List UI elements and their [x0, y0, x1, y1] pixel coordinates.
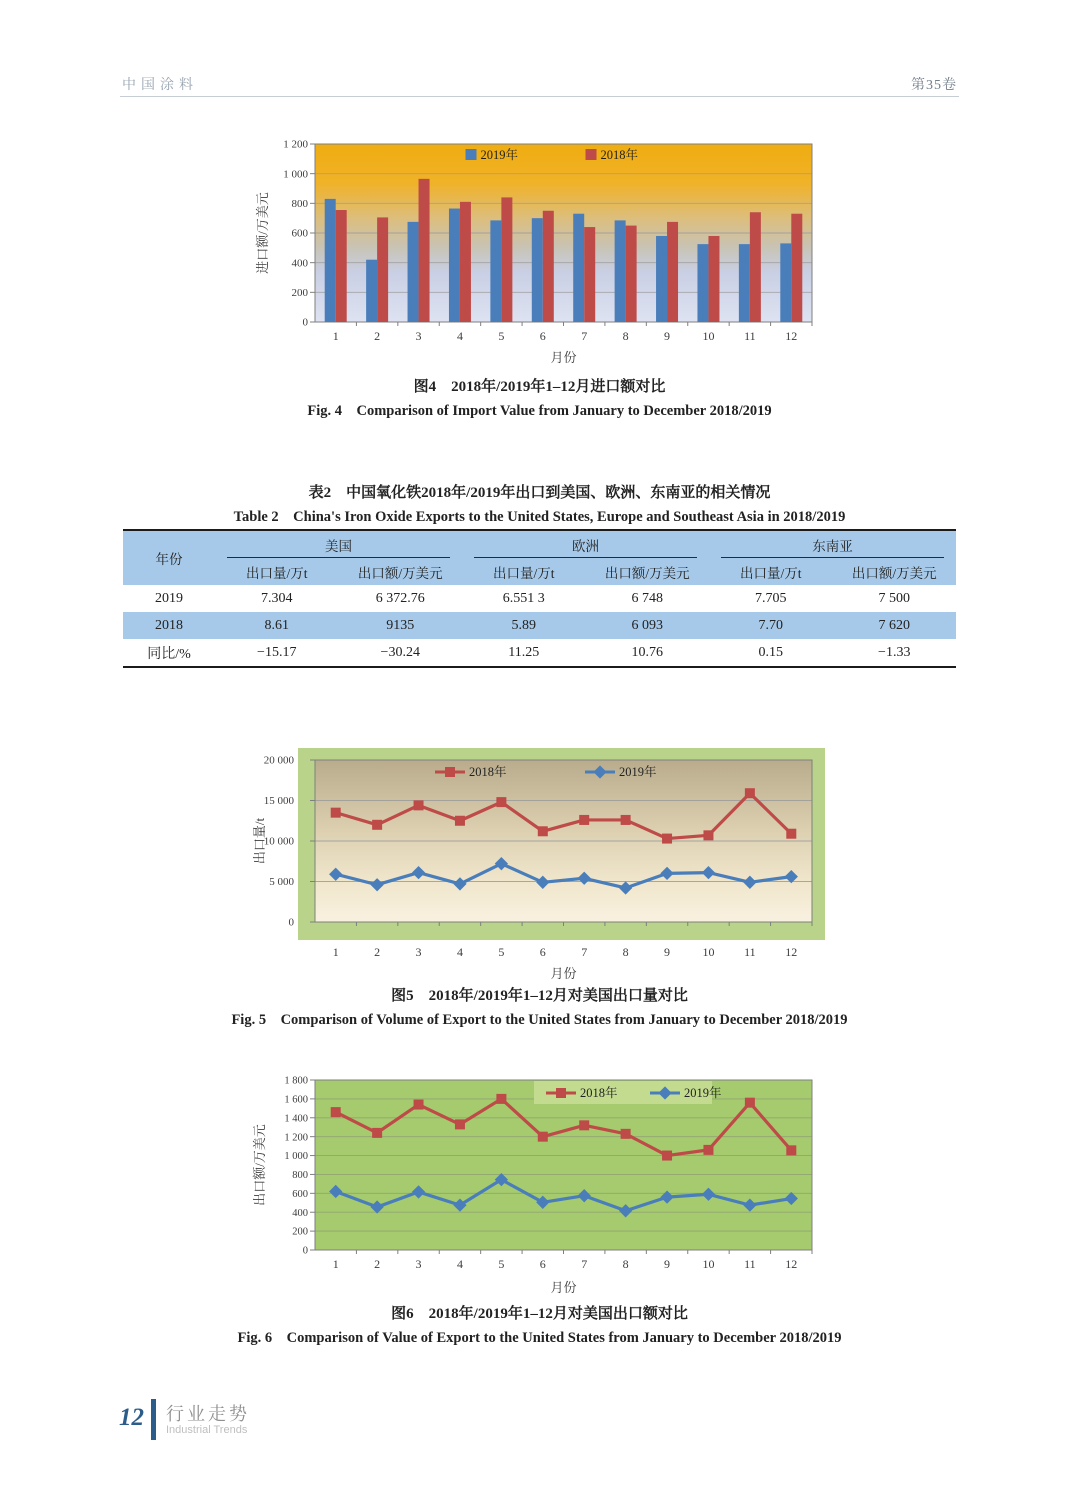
svg-text:9: 9 [664, 329, 671, 343]
svg-text:5: 5 [498, 329, 505, 343]
svg-text:10: 10 [702, 1257, 715, 1271]
svg-text:5: 5 [498, 1257, 505, 1271]
table2-cell: 6.551 3 [502, 590, 545, 606]
svg-text:2018年: 2018年 [469, 765, 507, 779]
svg-text:4: 4 [456, 329, 463, 343]
svg-text:6: 6 [539, 945, 546, 959]
table2-cell: 7.304 [261, 590, 293, 606]
svg-text:月份: 月份 [550, 350, 577, 365]
svg-text:2019年: 2019年 [480, 148, 519, 162]
table2 [123, 529, 956, 668]
svg-text:200: 200 [291, 286, 308, 299]
svg-text:月份: 月份 [550, 1280, 577, 1295]
svg-text:3: 3 [415, 329, 422, 343]
svg-text:6: 6 [539, 1257, 546, 1271]
table2-cell: −1.33 [878, 644, 911, 660]
svg-text:200: 200 [292, 1226, 308, 1238]
fig5-line-chart [250, 746, 825, 984]
svg-text:1: 1 [332, 945, 339, 959]
svg-text:2: 2 [374, 329, 381, 343]
svg-text:7: 7 [581, 329, 588, 343]
svg-text:2018年: 2018年 [580, 1086, 618, 1100]
svg-text:11: 11 [744, 945, 756, 959]
fig4-bar-chart [250, 128, 825, 372]
table2-group-header: 美国 [215, 531, 462, 558]
svg-text:10: 10 [702, 329, 715, 343]
table2-cell: 7.705 [755, 590, 787, 606]
svg-text:1 200: 1 200 [283, 138, 308, 151]
table2-cell: 7 620 [833, 612, 957, 639]
svg-text:11: 11 [744, 1257, 756, 1271]
header-rule [120, 96, 959, 97]
table2-cell: 8.61 [215, 612, 339, 639]
svg-text:10: 10 [702, 945, 715, 959]
table2-cell: −30.24 [380, 644, 420, 660]
table2-group-header: 东南亚 [709, 531, 956, 558]
svg-text:12: 12 [785, 1257, 798, 1271]
fig5-svg [250, 746, 825, 984]
svg-text:1 400: 1 400 [284, 1113, 308, 1125]
svg-text:出口量/t: 出口量/t [252, 817, 267, 865]
table2-cell: 9135 [339, 612, 463, 639]
table2-cell: 6 093 [586, 612, 710, 639]
svg-text:11: 11 [744, 329, 756, 343]
svg-text:2: 2 [374, 1257, 381, 1271]
svg-text:1 600: 1 600 [284, 1094, 308, 1106]
table2-subheader: 出口量/万t [462, 558, 586, 585]
table2-row-label: 同比/% [147, 646, 191, 662]
svg-text:2019年: 2019年 [619, 765, 657, 779]
svg-text:8: 8 [622, 1257, 629, 1271]
table2-title-en: Table 2 China's Iron Oxide Exports to the United States, Europe and Southeast Asia in 2018/2019 [233, 509, 846, 525]
table2-cell: 6 372.76 [375, 590, 425, 606]
table2-group-header: 欧洲 [462, 531, 709, 558]
svg-text:400: 400 [291, 257, 308, 270]
svg-text:2: 2 [374, 945, 381, 959]
table2-subheader: 出口量/万t [709, 558, 833, 585]
svg-text:4: 4 [456, 945, 463, 959]
svg-text:出口额/万美元: 出口额/万美元 [252, 1124, 267, 1206]
svg-text:1 000: 1 000 [283, 168, 308, 181]
svg-text:0: 0 [302, 1245, 308, 1257]
section-name-en: Industrial Trends [166, 1424, 248, 1436]
table2-cell: 5.89 [462, 612, 586, 639]
fig5-caption-cn: 图5 2018年/2019年1–12月对美国出口量对比 [391, 988, 688, 1004]
svg-text:800: 800 [291, 197, 308, 210]
svg-text:400: 400 [292, 1207, 308, 1219]
svg-text:3: 3 [415, 1257, 422, 1271]
svg-text:0: 0 [288, 916, 294, 929]
svg-text:3: 3 [415, 945, 422, 959]
fig4-caption-cn: 图4 2018年/2019年1–12月进口额对比 [413, 379, 666, 395]
table2-cell: 0.15 [758, 644, 783, 660]
table2-cell: 11.25 [508, 644, 540, 660]
svg-text:600: 600 [291, 227, 308, 240]
svg-text:月份: 月份 [550, 966, 577, 981]
svg-text:9: 9 [664, 945, 671, 959]
svg-text:800: 800 [292, 1170, 308, 1182]
svg-text:1 800: 1 800 [284, 1075, 308, 1087]
svg-text:600: 600 [292, 1188, 308, 1200]
page-number: 12 [119, 1404, 144, 1431]
fig6-caption-cn: 图6 2018年/2019年1–12月对美国出口额对比 [391, 1306, 688, 1322]
table2-subheader: 出口额/万美元 [833, 558, 957, 585]
svg-text:5: 5 [498, 945, 505, 959]
table2-title-cn: 表2 中国氧化铁2018年/2019年出口到美国、欧洲、东南亚的相关情况 [308, 485, 771, 501]
svg-text:5 000: 5 000 [269, 876, 294, 889]
fig4-caption-en: Fig. 4 Comparison of Import Value from January to December 2018/2019 [307, 403, 772, 419]
fig6-caption-en: Fig. 6 Comparison of Value of Export to the United States from January to December 2018/2019 [237, 1330, 842, 1346]
svg-text:1: 1 [332, 329, 339, 343]
table2-row-label: 2019 [155, 590, 183, 606]
svg-text:7: 7 [581, 1257, 588, 1271]
journal-title: 中国涂料 [122, 78, 198, 93]
svg-text:0: 0 [302, 316, 308, 329]
svg-text:12: 12 [785, 945, 798, 959]
table2-cell: 6 748 [631, 590, 663, 606]
svg-text:15 000: 15 000 [263, 795, 294, 808]
svg-text:20 000: 20 000 [263, 754, 294, 767]
table2-subheader: 出口额/万美元 [339, 558, 463, 585]
table2-subheader: 出口量/万t [215, 558, 339, 585]
table2-cell: 7 500 [878, 590, 910, 606]
table2-subheader: 出口额/万美元 [586, 558, 710, 585]
table2-cell: −15.17 [257, 644, 297, 660]
svg-text:进口额/万美元: 进口额/万美元 [255, 192, 270, 274]
svg-text:8: 8 [622, 945, 629, 959]
svg-text:1 000: 1 000 [284, 1151, 308, 1163]
footer-bar [151, 1399, 156, 1440]
table2-cell: 10.76 [631, 644, 663, 660]
svg-text:1: 1 [332, 1257, 339, 1271]
fig4-svg [250, 128, 825, 372]
svg-text:2019年: 2019年 [684, 1086, 722, 1100]
volume-label: 第35卷 [911, 78, 957, 93]
fig6-svg [250, 1066, 825, 1306]
svg-text:10 000: 10 000 [263, 835, 294, 848]
table2-year-header: 年份 [123, 531, 215, 585]
svg-text:4: 4 [456, 1257, 463, 1271]
fig5-caption-en: Fig. 5 Comparison of Volume of Export to the United States from January to December 2018/2019 [231, 1012, 848, 1028]
svg-text:2018年: 2018年 [600, 148, 639, 162]
svg-text:1 200: 1 200 [284, 1132, 308, 1144]
svg-text:8: 8 [622, 329, 629, 343]
svg-text:9: 9 [664, 1257, 671, 1271]
table2-cell: 7.70 [709, 612, 833, 639]
svg-text:7: 7 [581, 945, 588, 959]
svg-text:12: 12 [785, 329, 798, 343]
fig6-line-chart [250, 1066, 825, 1306]
svg-text:6: 6 [539, 329, 546, 343]
table2-row-label: 2018 [123, 612, 215, 639]
section-name-cn: 行业走势 [166, 1404, 250, 1424]
